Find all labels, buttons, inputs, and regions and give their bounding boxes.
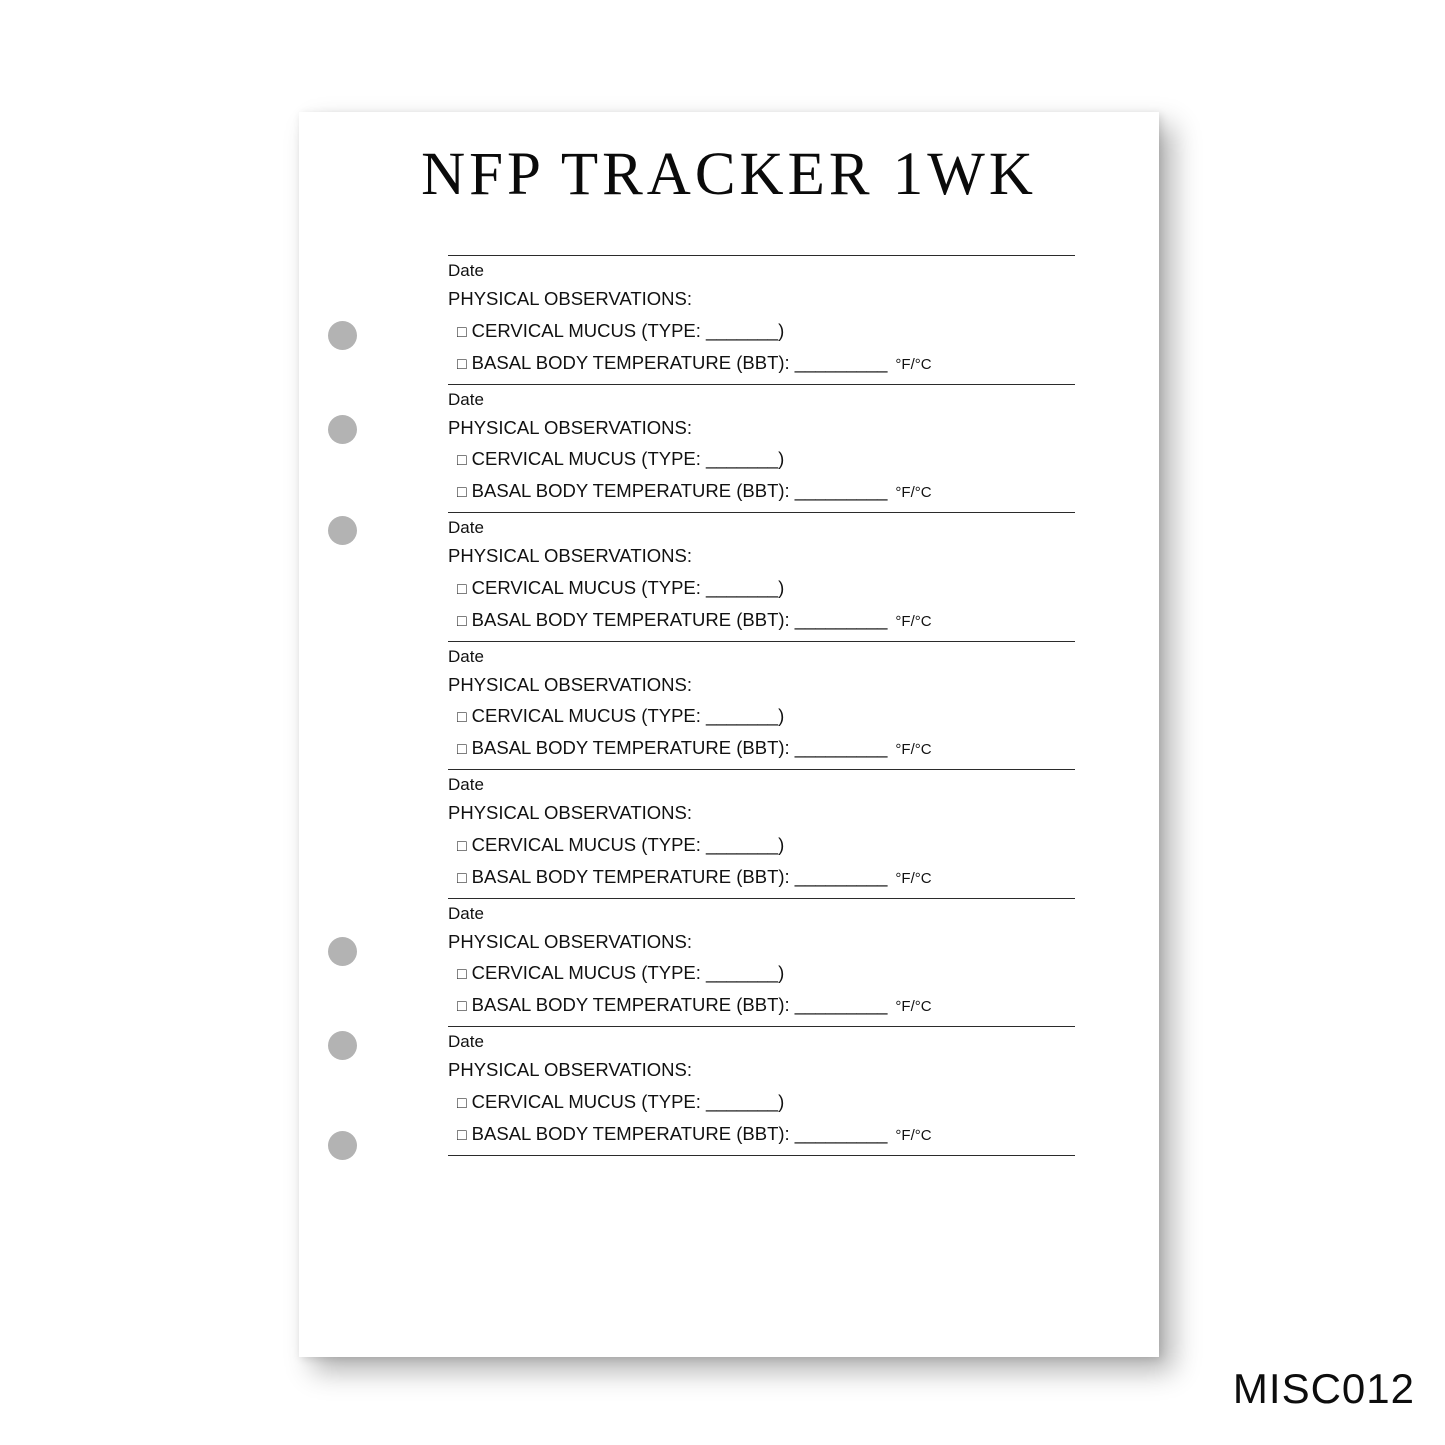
- bbt-label: BASAL BODY TEMPERATURE (BBT): _________: [471, 351, 888, 373]
- date-label: Date: [448, 518, 484, 537]
- bbt-label: BASAL BODY TEMPERATURE (BBT): _________: [471, 865, 888, 887]
- tracker-entry[interactable]: [448, 769, 1075, 898]
- checkbox-icon[interactable]: □: [457, 741, 467, 758]
- checkbox-icon[interactable]: □: [457, 966, 467, 983]
- cervical-mucus-label: CERVICAL MUCUS (TYPE: _______): [471, 962, 785, 983]
- physical-observations-label: PHYSICAL OBSERVATIONS:: [448, 416, 692, 438]
- checkbox-icon[interactable]: □: [457, 869, 467, 887]
- bbt-label: BASAL BODY TEMPERATURE (BBT): _________: [471, 480, 888, 501]
- cervical-mucus-label: CERVICAL MUCUS (TYPE: _______): [471, 576, 785, 598]
- checkbox-icon[interactable]: □: [457, 484, 467, 501]
- bbt-label: BASAL BODY TEMPERATURE (BBT): _________: [471, 994, 888, 1015]
- product-code-label: MISC012: [1232, 1365, 1415, 1412]
- checkbox-icon[interactable]: □: [457, 580, 467, 598]
- temperature-units-label: °F/°C: [895, 355, 932, 373]
- bbt-checkbox-row[interactable]: [448, 351, 1075, 381]
- punch-hole: [328, 1031, 357, 1060]
- tracker-entry[interactable]: [448, 255, 1075, 384]
- entry-list: [448, 255, 1075, 1156]
- cervical-mucus-label: CERVICAL MUCUS (TYPE: _______): [471, 833, 785, 855]
- checkbox-icon[interactable]: □: [457, 355, 467, 373]
- temperature-units-label: °F/°C: [895, 484, 932, 501]
- cervical-mucus-checkbox-row[interactable]: [448, 319, 1075, 354]
- cervical-mucus-checkbox-row[interactable]: [448, 833, 1075, 868]
- checkbox-icon[interactable]: □: [457, 612, 467, 630]
- bbt-checkbox-row[interactable]: [448, 996, 1075, 1023]
- physical-observations-label: PHYSICAL OBSERVATIONS:: [448, 288, 692, 309]
- page-title: NFP TRACKER 1WK: [421, 141, 1037, 208]
- date-label: Date: [448, 389, 484, 409]
- physical-observations-label: PHYSICAL OBSERVATIONS:: [448, 545, 692, 566]
- tracker-entry[interactable]: [448, 512, 1075, 641]
- cervical-mucus-checkbox-row[interactable]: [448, 576, 1075, 611]
- tracker-entry[interactable]: [448, 1026, 1075, 1156]
- date-label: Date: [448, 1032, 484, 1051]
- bbt-checkbox-row[interactable]: [448, 739, 1075, 766]
- cervical-mucus-checkbox-row[interactable]: [448, 964, 1075, 996]
- temperature-units-label: °F/°C: [895, 1126, 932, 1144]
- date-label: Date: [448, 646, 484, 666]
- tracker-entry[interactable]: [448, 898, 1075, 1027]
- cervical-mucus-label: CERVICAL MUCUS (TYPE: _______): [471, 705, 785, 726]
- physical-observations-label: PHYSICAL OBSERVATIONS:: [448, 930, 692, 952]
- punch-hole: [328, 1131, 357, 1160]
- punch-hole: [328, 321, 357, 350]
- physical-observations-label: PHYSICAL OBSERVATIONS:: [448, 673, 692, 695]
- bbt-label: BASAL BODY TEMPERATURE (BBT): _________: [471, 737, 888, 758]
- cervical-mucus-label: CERVICAL MUCUS (TYPE: _______): [471, 319, 785, 341]
- checkbox-icon[interactable]: □: [457, 1094, 467, 1112]
- temperature-units-label: °F/°C: [895, 869, 932, 887]
- date-label: Date: [448, 261, 484, 280]
- printable-page: [299, 112, 1159, 1357]
- bbt-checkbox-row[interactable]: [448, 1122, 1075, 1152]
- date-label: Date: [448, 775, 484, 794]
- cervical-mucus-checkbox-row[interactable]: [448, 1090, 1075, 1125]
- temperature-units-label: °F/°C: [895, 612, 932, 630]
- bbt-checkbox-row[interactable]: [448, 482, 1075, 509]
- bbt-checkbox-row[interactable]: [448, 608, 1075, 638]
- bbt-checkbox-row[interactable]: [448, 865, 1075, 895]
- cervical-mucus-checkbox-row[interactable]: [448, 707, 1075, 739]
- cervical-mucus-checkbox-row[interactable]: [448, 450, 1075, 482]
- checkbox-icon[interactable]: □: [457, 1126, 467, 1144]
- punch-hole: [328, 415, 357, 444]
- cervical-mucus-label: CERVICAL MUCUS (TYPE: _______): [471, 1090, 785, 1112]
- date-label: Date: [448, 903, 484, 923]
- physical-observations-label: PHYSICAL OBSERVATIONS:: [448, 1059, 692, 1080]
- checkbox-icon[interactable]: □: [457, 452, 467, 469]
- checkbox-icon[interactable]: □: [457, 837, 467, 855]
- temperature-units-label: °F/°C: [895, 998, 932, 1015]
- bbt-label: BASAL BODY TEMPERATURE (BBT): _________: [471, 608, 888, 630]
- punch-hole: [328, 516, 357, 545]
- cervical-mucus-label: CERVICAL MUCUS (TYPE: _______): [471, 448, 785, 469]
- checkbox-icon[interactable]: □: [457, 998, 467, 1015]
- bbt-label: BASAL BODY TEMPERATURE (BBT): _________: [471, 1122, 888, 1144]
- physical-observations-label: PHYSICAL OBSERVATIONS:: [448, 802, 692, 823]
- tracker-entry[interactable]: [448, 384, 1075, 513]
- temperature-units-label: °F/°C: [895, 741, 932, 758]
- tracker-entry[interactable]: [448, 641, 1075, 770]
- checkbox-icon[interactable]: □: [457, 709, 467, 726]
- checkbox-icon[interactable]: □: [457, 323, 467, 341]
- punch-hole: [328, 937, 357, 966]
